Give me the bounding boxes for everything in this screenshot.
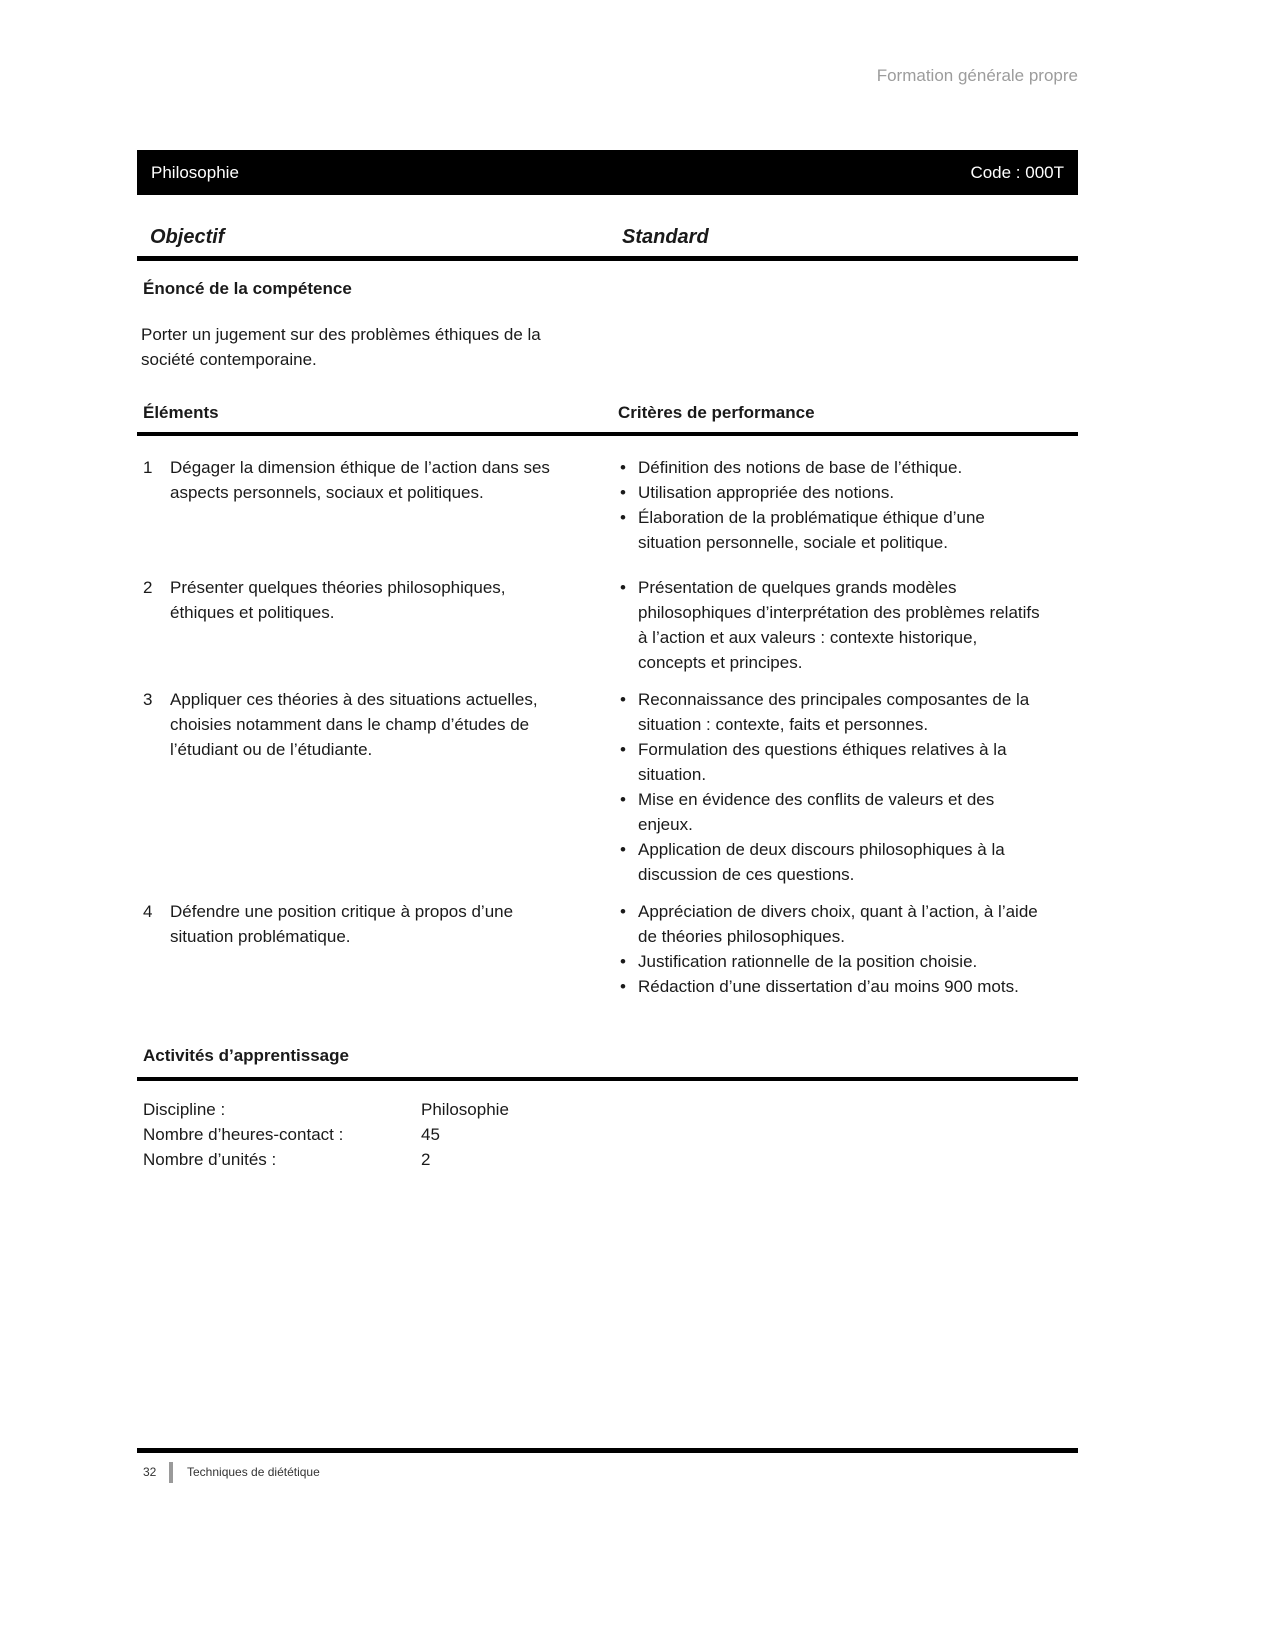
page-number: 32 bbox=[143, 1465, 157, 1479]
criterion bbox=[618, 505, 1043, 555]
table-header bbox=[137, 403, 1078, 429]
divider bbox=[137, 1448, 1078, 1453]
element-cell bbox=[137, 575, 582, 625]
bullet-icon: • bbox=[620, 690, 626, 709]
field-value: Philosophie bbox=[421, 1100, 509, 1119]
objectif-heading: Objectif bbox=[150, 226, 225, 248]
element-text: Appliquer ces théories à des situations actuelles, choisies notamment dans le champ d’études de l’étudiant ou de l’étudiante. bbox=[170, 690, 538, 759]
page-footer bbox=[137, 1459, 1078, 1485]
column-headings bbox=[137, 226, 1078, 254]
element-number: 2 bbox=[143, 578, 153, 597]
criterion bbox=[618, 480, 1043, 505]
table-row bbox=[137, 455, 1078, 555]
field-label: Discipline : bbox=[143, 1100, 226, 1119]
title-bar bbox=[137, 150, 1078, 195]
bullet-icon: • bbox=[620, 578, 626, 597]
criterion bbox=[618, 899, 1043, 949]
criterion-text: Définition des notions de base de l’éthique. bbox=[638, 458, 963, 477]
criteria-cell bbox=[618, 455, 1043, 555]
criterion-text: Utilisation appropriée des notions. bbox=[638, 483, 895, 502]
competence-heading: Énoncé de la compétence bbox=[143, 279, 352, 298]
field-label: Nombre d’heures-contact : bbox=[143, 1125, 344, 1144]
criterion bbox=[618, 737, 1043, 787]
elements-column-header: Éléments bbox=[143, 403, 219, 422]
bullet-icon: • bbox=[620, 902, 626, 921]
table-row bbox=[137, 687, 1078, 887]
bullet-icon: • bbox=[620, 952, 626, 971]
element-cell bbox=[137, 687, 582, 762]
criteria-list bbox=[618, 899, 1043, 999]
criterion bbox=[618, 837, 1043, 887]
bullet-icon: • bbox=[620, 790, 626, 809]
bullet-icon: • bbox=[620, 508, 626, 527]
criterion-text: Rédaction d’une dissertation d’au moins 900 mots. bbox=[638, 977, 1019, 996]
bullet-icon: • bbox=[620, 977, 626, 996]
element-cell bbox=[137, 455, 582, 505]
activity-fields bbox=[137, 1097, 1078, 1172]
criterion-text: Élaboration de la problématique éthique d’une situation personnelle, sociale et politique. bbox=[638, 508, 985, 552]
footer-divider-bar bbox=[169, 1462, 173, 1483]
criterion bbox=[618, 575, 1043, 675]
title-bar-subject: Philosophie bbox=[151, 162, 239, 182]
title-bar-code: Code : 000T bbox=[970, 162, 1064, 182]
bullet-icon: • bbox=[620, 483, 626, 502]
table-row bbox=[137, 575, 1078, 675]
criteria-cell bbox=[618, 575, 1043, 675]
table-row bbox=[137, 899, 1078, 999]
criterion bbox=[618, 787, 1043, 837]
criteria-column-header: Critères de performance bbox=[618, 403, 815, 422]
criterion-text: Formulation des questions éthiques relatives à la situation. bbox=[638, 740, 1007, 784]
element-number: 3 bbox=[143, 690, 153, 709]
criterion bbox=[618, 949, 1043, 974]
criterion-text: Justification rationnelle de la position choisie. bbox=[638, 952, 978, 971]
criterion bbox=[618, 974, 1043, 999]
field-value: 2 bbox=[421, 1150, 431, 1169]
field-value: 45 bbox=[421, 1125, 440, 1144]
divider bbox=[137, 256, 1078, 261]
element-number: 4 bbox=[143, 902, 153, 921]
activities-heading: Activités d’apprentissage bbox=[143, 1046, 349, 1065]
criterion bbox=[618, 455, 1043, 480]
activity-field-unites bbox=[137, 1147, 1078, 1172]
criteria-cell bbox=[618, 687, 1043, 887]
criterion-text: Présentation de quelques grands modèles philosophiques d’interprétation des problèmes relatifs à l’action et aux valeurs : contexte historique, concepts et principes. bbox=[638, 578, 1040, 672]
activity-field-heures-contact bbox=[137, 1122, 1078, 1147]
standard-heading: Standard bbox=[622, 226, 709, 248]
element-text: Dégager la dimension éthique de l’action dans ses aspects personnels, sociaux et politiques. bbox=[170, 458, 550, 502]
element-text: Défendre une position critique à propos d’une situation problématique. bbox=[170, 902, 514, 946]
element-text: Présenter quelques théories philosophiques, éthiques et politiques. bbox=[170, 578, 506, 622]
competence-text: Porter un jugement sur des problèmes éthiques de la société contemporaine. bbox=[141, 325, 541, 369]
element-number: 1 bbox=[143, 458, 153, 477]
criteria-list bbox=[618, 455, 1043, 555]
criterion-text: Mise en évidence des conflits de valeurs et des enjeux. bbox=[638, 790, 995, 834]
criteria-list bbox=[618, 575, 1043, 675]
running-header: Formation générale propre bbox=[876, 66, 1078, 85]
divider bbox=[137, 432, 1078, 436]
criterion-text: Application de deux discours philosophiques à la discussion de ces questions. bbox=[638, 840, 1005, 884]
footer-program-name: Techniques de diététique bbox=[187, 1465, 320, 1479]
activity-field-discipline bbox=[137, 1097, 1078, 1122]
criterion-text: Appréciation de divers choix, quant à l’action, à l’aide de théories philosophiques. bbox=[638, 902, 1038, 946]
divider bbox=[137, 1077, 1078, 1081]
bullet-icon: • bbox=[620, 840, 626, 859]
bullet-icon: • bbox=[620, 458, 626, 477]
field-label: Nombre d’unités : bbox=[143, 1150, 277, 1169]
criteria-cell bbox=[618, 899, 1043, 999]
element-cell bbox=[137, 899, 582, 949]
criteria-list bbox=[618, 687, 1043, 887]
criterion bbox=[618, 687, 1043, 737]
criterion-text: Reconnaissance des principales composantes de la situation : contexte, faits et personnes. bbox=[638, 690, 1030, 734]
bullet-icon: • bbox=[620, 740, 626, 759]
